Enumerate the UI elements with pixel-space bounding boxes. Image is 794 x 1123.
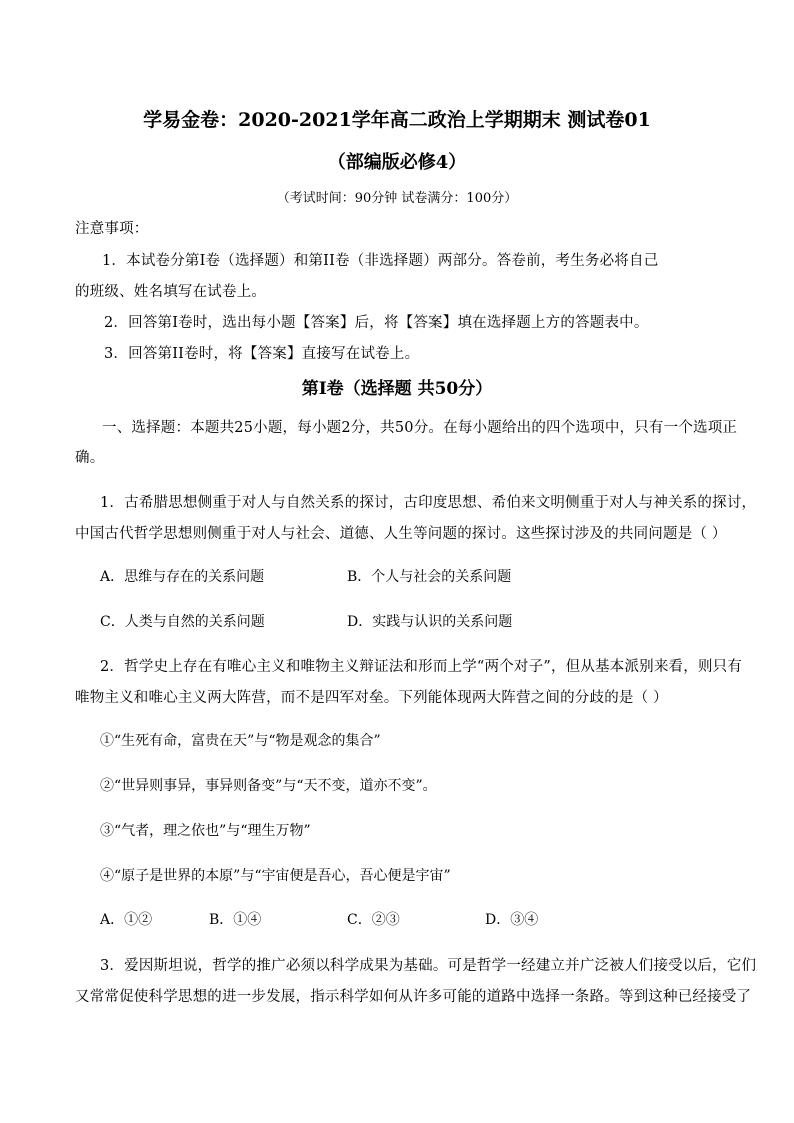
question-3-stem-line-1: 3．爱因斯坦说，哲学的推广必须以科学成果为基础。可是哲学一经建立并广泛被人们接受以后，它们 — [100, 958, 757, 974]
question-2-option-b: B．①④ — [209, 912, 262, 928]
document-subtitle: （部编版必修4） — [327, 152, 467, 173]
question-1-option-b: B．个人与社会的关系问题 — [347, 569, 512, 585]
question-2-stem-line-2: 唯物主义和唯心主义两大阵营，而不是四军对垒。下列能体现两大阵营之间的分歧的是（ ） — [75, 690, 668, 706]
note-item-1-line-2: 的班级、姓名填写在试卷上。 — [75, 284, 267, 300]
question-2-statement-3: ③“气者，理之依也”与“理生万物” — [100, 823, 311, 839]
note-item-2: 2．回答第Ⅰ卷时，选出每小题【答案】后，将【答案】填在选择题上方的答题表中。 — [104, 315, 649, 331]
note-item-1-line-1: 1．本试卷分第Ⅰ卷（选择题）和第II卷（非选择题）两部分。答卷前，考生务必将自己 — [102, 253, 659, 269]
question-1-stem-line-1: 1．古希腊思想侧重于对人与自然关系的探讨，古印度思想、希伯来文明侧重于对人与神关系的探讨， — [100, 495, 757, 511]
notes-heading: 注意事项： — [75, 221, 149, 237]
section-intro-line-1: 一、选择题：本题共25小题，每小题2分，共50分。在每小题给出的四个选项中，只有一个选项正 — [102, 420, 738, 436]
question-2-option-d: D．③④ — [485, 912, 539, 928]
question-1-option-c: C．人类与自然的关系问题 — [100, 614, 265, 630]
question-1-option-d: D．实践与认识的关系问题 — [347, 614, 513, 630]
question-2-statement-1: ①“生死有命，富贵在天”与“物是观念的集合” — [100, 733, 381, 749]
question-2-stem-line-1: 2．哲学史上存在有唯心主义和唯物主义辩证法和形而上学“两个对子”，但从基本派别来看，则只有 — [100, 659, 743, 675]
note-item-3: 3．回答第II卷时，将【答案】直接写在试卷上。 — [104, 346, 420, 362]
exam-meta: （考试时间：90分钟 试卷满分：100分） — [276, 191, 518, 206]
document-title: 学易金卷：2020-2021学年高二政治上学期期末 测试卷01 — [143, 109, 651, 131]
question-2-statement-2: ②“世异则事异，事异则备变”与“天不变，道亦不变”。 — [100, 778, 437, 794]
section-intro-line-2: 确。 — [75, 450, 105, 466]
question-1-option-a: A．思维与存在的关系问题 — [100, 569, 265, 585]
question-2-option-a: A．①② — [100, 912, 153, 928]
question-1-stem-line-2: 中国古代哲学思想则侧重于对人与社会、道德、人生等问题的探讨。这些探讨涉及的共同问题是（ ） — [75, 526, 727, 542]
question-2-statement-4: ④“原子是世界的本原”与“宇宙便是吾心，吾心便是宇宙” — [100, 868, 451, 884]
question-3-stem-line-2: 又常常促使科学思想的进一步发展，指示科学如何从许多可能的道路中选择一条路。等到这种已经接受了 — [75, 989, 752, 1005]
section-heading: 第Ⅰ卷（选择题 共50分） — [301, 379, 493, 399]
question-2-option-c: C．②③ — [347, 912, 400, 928]
